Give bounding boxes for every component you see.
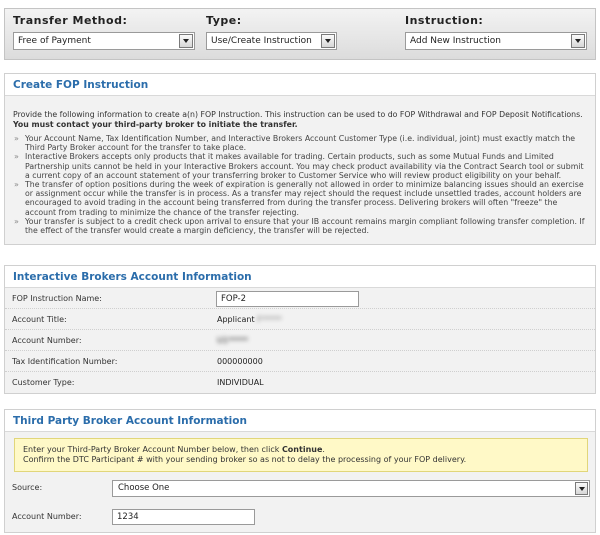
account-title-redacted: F***** (257, 315, 282, 324)
create-fop-panel (4, 73, 596, 245)
third-party-account-number-label: Account Number: (12, 512, 82, 521)
account-title-row (5, 309, 595, 330)
list-item: » Your Account Name, Tax Identification Number, and Interactive Brokers Account Customer Type (i.e. individual, joint) must exactly match the Third Party Broker account for the transfer to take place. (13, 134, 587, 152)
third-party-account-number-value: 1234 (117, 512, 139, 522)
account-title-value (217, 309, 282, 330)
list-item: » Your transfer is subject to a credit check upon arrival to ensure that your IB account remains margin compliant following transfer completion. If the effect of the transfer would create a margin deficiency, the transfer will be rejected. (13, 217, 587, 235)
chevron-down-icon[interactable] (571, 34, 585, 48)
instruction-select[interactable] (405, 32, 587, 50)
account-number-label: Account Number: (12, 336, 82, 345)
notice-suffix: . (322, 445, 325, 454)
chevron-down-icon[interactable] (179, 34, 193, 48)
chevron-down-icon[interactable] (575, 482, 588, 495)
source-value: Choose One (118, 483, 170, 493)
contact-broker-warning: You must contact your third-party broker to initiate the transfer. (13, 120, 298, 129)
tax-id-label: Tax Identification Number: (12, 357, 118, 366)
ib-account-panel (4, 265, 596, 394)
customer-type-row (5, 372, 595, 393)
type-value: Use/Create Instruction (211, 36, 312, 46)
instruction-name-value: FOP-2 (221, 294, 246, 304)
list-item: » The transfer of option positions during the week of expiration is generally not allowed in order to minimize balancing issues should an exercise or assignment occur while the transfer is in process. As a transfer may reject should the request include unsettled trades, account holders are encouraged to avoid trading in the account being transferred from during the transfer process. Delivering brokers will often "freeze" the account from trading to minimize the chance of the transfer rejecting. (13, 180, 587, 217)
tax-id-row (5, 351, 595, 372)
instruction-label: Instruction: (405, 14, 484, 27)
third-party-panel (4, 409, 596, 533)
account-number-entry-row (5, 506, 595, 528)
type-select[interactable] (206, 32, 337, 50)
notice-continue-emphasis: Continue (281, 445, 323, 454)
account-number-row (5, 330, 595, 351)
third-party-notice (14, 438, 588, 472)
notice-prefix: Enter your Third-Party Broker Account Number below, then click (23, 445, 282, 454)
third-party-account-number-input[interactable] (112, 509, 255, 525)
ib-account-title: Interactive Brokers Account Information (5, 266, 595, 288)
instruction-name-label: FOP Instruction Name: (12, 294, 102, 303)
account-title-label: Account Title: (12, 315, 67, 324)
source-row (5, 477, 595, 499)
intro-text: Provide the following information to create a(n) FOP Instruction. This instruction can be used to do FOP Withdrawal and FOP Deposit Notifications. (13, 110, 583, 119)
create-fop-intro (5, 96, 595, 130)
notice-line-1 (23, 445, 579, 455)
requirements-list (5, 134, 595, 235)
instruction-name-row (5, 288, 595, 309)
customer-type-value: INDIVIDUAL (217, 378, 264, 387)
transfer-selector-bar (4, 8, 596, 60)
source-select[interactable] (112, 480, 590, 497)
source-label: Source: (12, 483, 43, 492)
list-item: » Interactive Brokers accepts only products that it makes available for trading. Certain products, such as some Mutual Funds and Limited Partnership units cannot be held in your Interactive Brokers account. You may check product availability via the Contract Search tool or submit a current copy of an account statement of your transferring broker to Customer Service who will review product eligibility on your behalf. (13, 152, 587, 180)
customer-type-label: Customer Type: (12, 378, 75, 387)
type-label: Type: (206, 14, 242, 27)
third-party-title: Third Party Broker Account Information (5, 410, 595, 432)
account-number-redacted: U1***** (217, 336, 248, 345)
create-fop-title: Create FOP Instruction (5, 74, 595, 96)
instruction-name-input[interactable] (216, 291, 359, 307)
transfer-method-select[interactable] (13, 32, 195, 50)
instruction-group (405, 14, 587, 50)
transfer-method-group (13, 14, 195, 50)
chevron-down-icon[interactable] (321, 34, 335, 48)
account-title-text: Applicant (217, 315, 255, 324)
instruction-value: Add New Instruction (410, 36, 501, 46)
notice-line-2: Confirm the DTC Participant # with your sending broker so as not to delay the processing of your FOP delivery. (23, 455, 467, 464)
type-group (206, 14, 337, 50)
tax-id-value: 000000000 (217, 357, 263, 366)
transfer-method-label: Transfer Method: (13, 14, 128, 27)
transfer-method-value: Free of Payment (18, 36, 91, 46)
